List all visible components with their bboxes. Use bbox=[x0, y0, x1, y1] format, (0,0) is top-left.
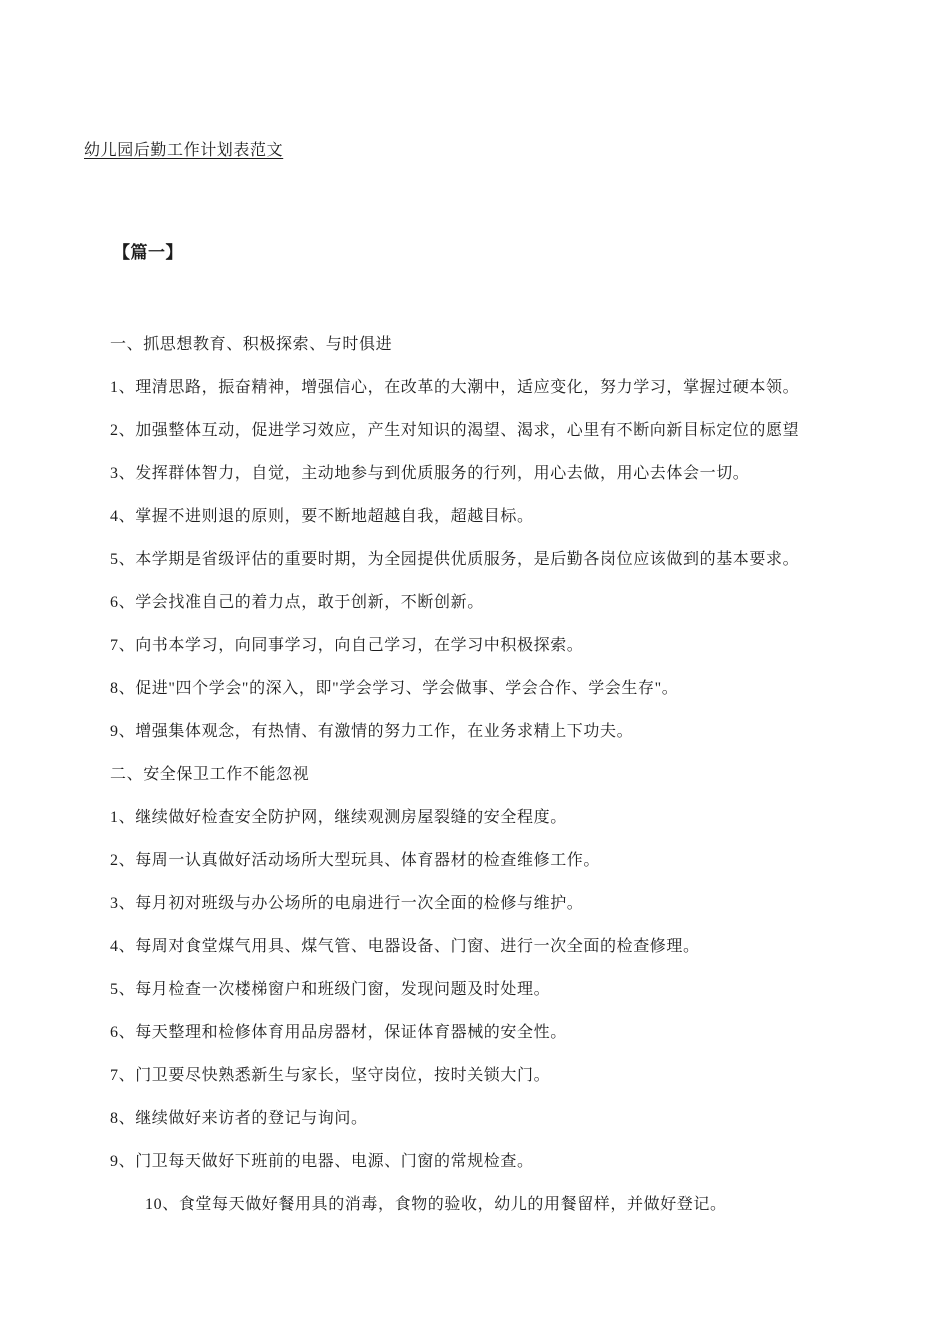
list-item: 6、每天整理和检修体育用品房器材，保证体育器械的安全性。 bbox=[110, 1024, 567, 1041]
part-label: 【篇一】 bbox=[113, 243, 183, 262]
list-item: 3、发挥群体智力，自觉，主动地参与到优质服务的行列，用心去做，用心去体会一切。 bbox=[110, 465, 750, 482]
list-item: 1、继续做好检查安全防护网，继续观测房屋裂缝的安全程度。 bbox=[110, 809, 567, 826]
list-item: 8、促进"四个学会"的深入，即"学会学习、学会做事、学会合作、学会生存"。 bbox=[110, 680, 679, 697]
list-item: 5、每月检查一次楼梯窗户和班级门窗，发现问题及时处理。 bbox=[110, 981, 551, 998]
list-item: 2、每周一认真做好活动场所大型玩具、体育器材的检查维修工作。 bbox=[110, 852, 601, 869]
list-item: 4、每周对食堂煤气用具、煤气管、电器设备、门窗、进行一次全面的检查修理。 bbox=[110, 938, 700, 955]
list-item: 6、学会找准自己的着力点，敢于创新，不断创新。 bbox=[110, 594, 484, 611]
list-item: 7、门卫要尽快熟悉新生与家长，坚守岗位，按时关锁大门。 bbox=[110, 1067, 551, 1084]
list-item: 8、继续做好来访者的登记与询问。 bbox=[110, 1110, 368, 1127]
document-body bbox=[110, 323, 910, 1226]
section-1-heading: 一、抓思想教育、积极探索、与时俱进 bbox=[110, 336, 393, 353]
list-item: 4、掌握不进则退的原则，要不断地超越自我，超越目标。 bbox=[110, 508, 534, 525]
list-item: 10、食堂每天做好餐用具的消毒，食物的验收，幼儿的用餐留样，并做好登记。 bbox=[145, 1196, 727, 1213]
list-item: 9、增强集体观念，有热情、有激情的努力工作，在业务求精上下功夫。 bbox=[110, 723, 634, 740]
list-item: 9、门卫每天做好下班前的电器、电源、门窗的常规检查。 bbox=[110, 1153, 534, 1170]
section-2-heading: 二、安全保卫工作不能忽视 bbox=[110, 766, 310, 783]
list-item: 5、本学期是省级评估的重要时期，为全园提供优质服务，是后勤各岗位应该做到的基本要求。 bbox=[110, 551, 800, 568]
list-item: 3、每月初对班级与办公场所的电扇进行一次全面的检修与维护。 bbox=[110, 895, 584, 912]
document-title: 幼儿园后勤工作计划表范文 bbox=[84, 142, 284, 159]
list-item: 1、理清思路，振奋精神，增强信心，在改革的大潮中，适应变化，努力学习，掌握过硬本领。 bbox=[110, 379, 800, 396]
list-item: 2、加强整体互动，促进学习效应，产生对知识的渴望、渴求，心里有不断向新目标定位的愿望 bbox=[110, 422, 800, 439]
list-item: 7、向书本学习，向同事学习，向自己学习，在学习中积极探索。 bbox=[110, 637, 584, 654]
